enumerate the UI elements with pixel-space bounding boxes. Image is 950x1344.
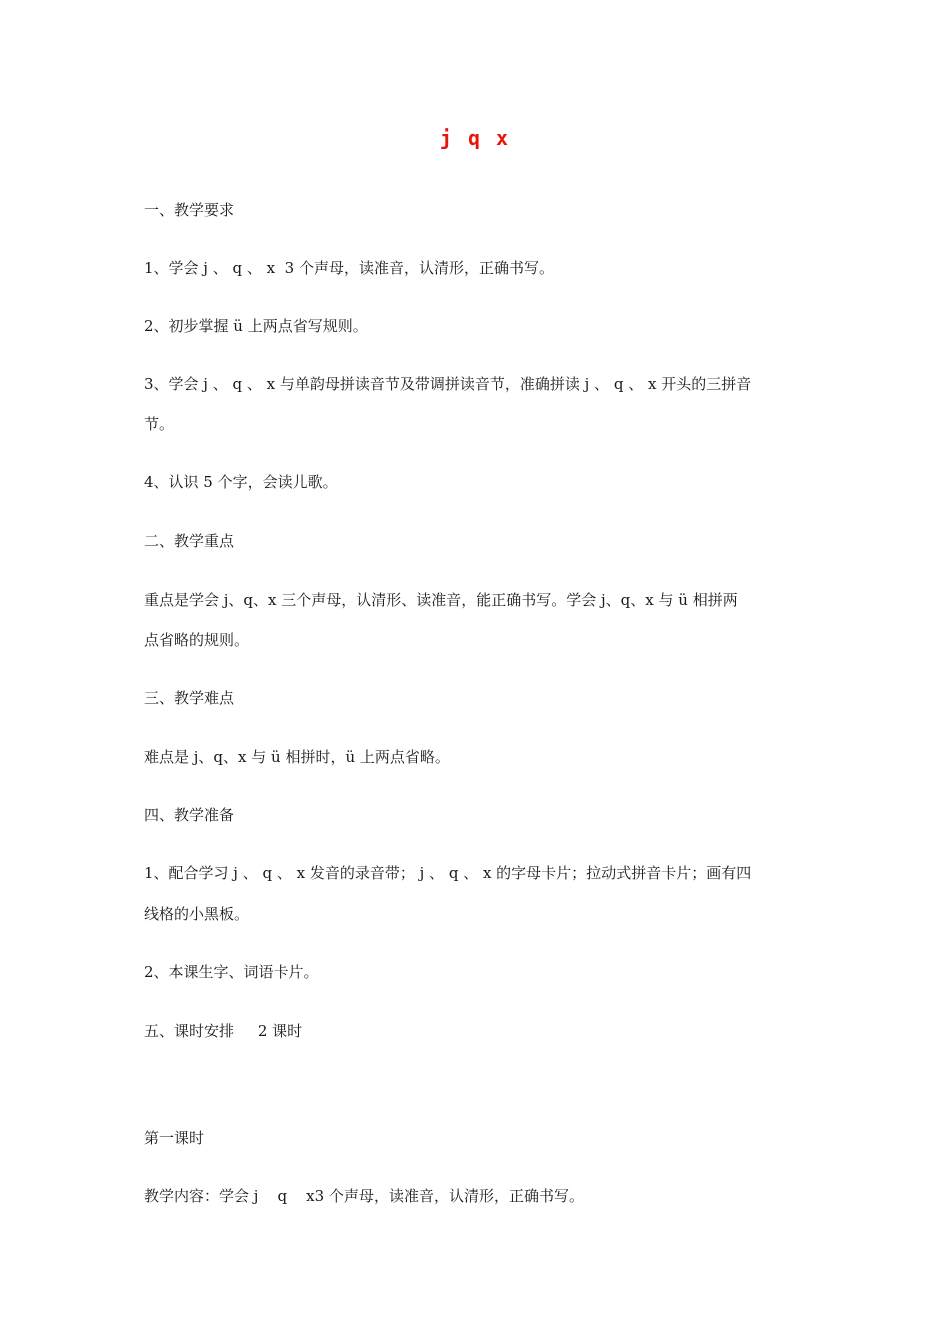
requirement-item-4: 4、认识 5 个字，会读儿歌。 [144, 473, 338, 491]
section-heading-difficulties: 三、教学难点 [144, 689, 235, 707]
requirement-item-3: 3、学会 j 、 q 、 x 与单韵母拼读音节及带调拼读音节，准确拼读 j 、 q 、 x 开头的三拼音 [144, 375, 752, 393]
key-points-text-cont: 点省略的规则。 [144, 631, 250, 649]
difficulties-text: 难点是 j、q、x 与 ü 相拼时，ü 上两点省略。 [144, 748, 450, 766]
section-heading-requirements: 一、教学要求 [144, 201, 235, 219]
key-points-text: 重点是学会 j、q、x 三个声母，认清形、读准音，能正确书写。学会 j、q、x 与 ü 相拼两 [144, 591, 738, 609]
lesson-one-heading: 第一课时 [144, 1129, 205, 1147]
requirement-item-1: 1、学会 j 、 q 、 x 3 个声母，读准音，认清形，正确书写。 [144, 259, 554, 277]
requirement-item-3-cont: 节。 [144, 415, 175, 433]
section-heading-preparation: 四、教学准备 [144, 806, 235, 824]
preparation-item-1: 1、配合学习 j 、 q 、 x 发音的录音带； j 、 q 、 x 的字母卡片；拉动式拼音卡片；画有四 [144, 864, 752, 882]
preparation-item-2: 2、本课生字、词语卡片。 [144, 963, 319, 981]
preparation-item-1-cont: 线格的小黑板。 [144, 905, 250, 923]
requirement-item-2: 2、初步掌握 ü 上两点省写规则。 [144, 317, 368, 335]
lesson-one-content: 教学内容：学会 j q x3 个声母，读准音，认清形，正确书写。 [144, 1187, 584, 1205]
document-title: j q x [439, 126, 511, 150]
section-heading-schedule: 五、课时安排 2 课时 [144, 1022, 303, 1040]
section-heading-key-points: 二、教学重点 [144, 532, 235, 550]
